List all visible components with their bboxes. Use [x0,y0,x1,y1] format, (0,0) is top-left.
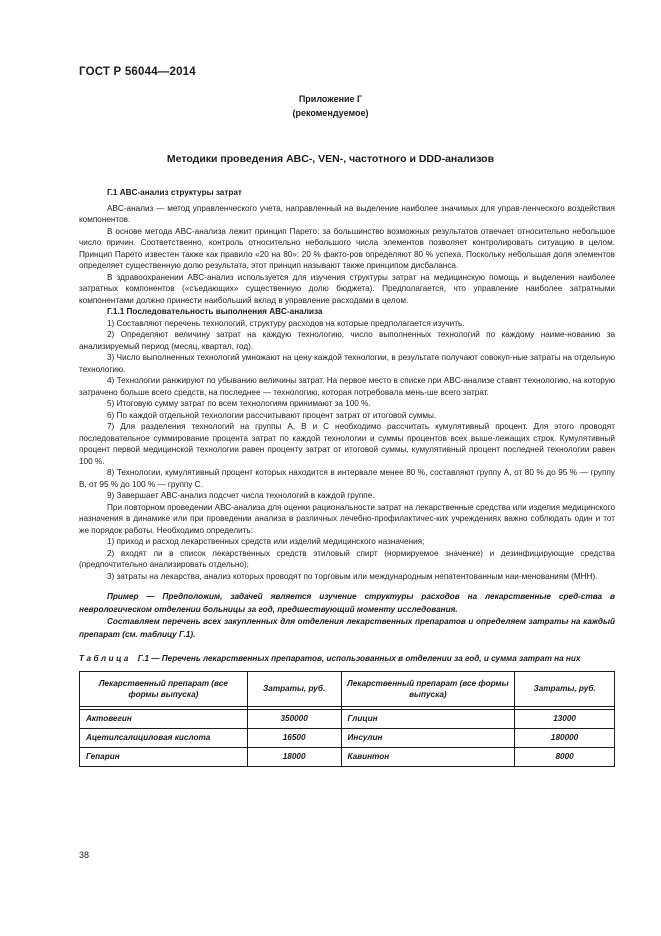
table-row [80,728,615,747]
step-item: 4) Технологии ранжируют по убыванию величины затрат. На первое место в списке при ABC-анализе ставят технологию, на которую затрачено больше всего средств, на последнее — технологию, которая потребовала мень-ше всего затрат. [79,376,615,397]
step-item: 6) По каждой отдельной технологии рассчитывают процент затрат от итоговой суммы. [107,410,437,420]
cost-cell: 180000 [515,728,615,747]
step-item: 3) Число выполненных технологий умножают на цену каждой технологии, в результате получают совокуп-ные затраты на отдельную технологию. [79,353,615,374]
cost-cell: 16500 [247,728,341,747]
step-item: 7) Для разделения технологий на группы А, В и С необходимо рассчитать кумулятивный процент. Для этого проводят последовательное суммирование процента затрат по каждой технологии и суммы процентов всех выше-лежащих строк. Кумулятивный процент первой медицинской технологии равен проценту затрат от итоговой суммы, кумулятивный процент последней технологии равен 100 %. [79,422,615,466]
drug-cell: Ацетилсалициловая кислота [80,728,248,747]
example-text: Составляем перечень всех закупленных для отделения лекарственных препаратов и определяем затраты на каждый препарат (см. таблицу Г.1). [79,617,615,639]
table-row [80,709,615,728]
paragraph: В здравоохранении ABC-анализ используется для изучения структуры затрат на медицинскую помощь и выделения наиболее затратных компонентов («съедающих» существенную долю бюджета). Предполагается, что управление наиболее затратными компонентами должно принести наибольший вклад в управление расходами в целом. [79,272,615,305]
drug-cell: Гепарин [80,747,248,766]
step-item: 5) Итоговую сумму затрат по всем технологиям принимают за 100 %. [107,399,371,408]
table-row [80,747,615,766]
cost-cell: 18000 [247,747,341,766]
subsection-title: Г.1.1 Последовательность выполнения ABC-анализа [107,307,323,316]
paragraph: При повторном проведении АВС-анализа для оценки рациональности затрат на лекарственные средства или изделия медицинского назначения в динамике или при проведении анализа в различных лечебно-профилактичес-ких учреждениях важно соблюдать один и тот же порядок работы. Необходимо определить: [79,502,616,535]
body-content [79,187,615,767]
cost-cell: 13000 [515,709,615,728]
standard-header: ГОСТ Р 56044—2014 [79,66,196,78]
step-item: 1) Составляют перечень технологий, структуру расходов на которые предполагается изучить. [107,318,465,328]
cost-cell: 8000 [515,747,615,766]
cost-cell: 350000 [247,709,341,728]
header-drug: Лекарственный препарат (все формы выпуска) [341,671,515,706]
header-cost: Затраты, руб. [515,671,615,706]
paragraph: ABC-анализ — метод управленческого учета, направленный на выделение наиболее значимых для управ-ленческого воздействия компонентов. [79,203,615,224]
header-drug: Лекарственный препарат (все формы выпуска) [80,671,248,706]
step-item: 8) Технологии, кумулятивный процент которых находится в интервале менее 80 %, составляют группу А, от 80 % до 95 % — группу В, от 95 % до 100 % — группу С. [79,468,615,489]
table-caption-label: Таблица [79,654,131,663]
table-header-row [80,671,615,706]
table-caption [79,653,615,665]
drugs-table [79,671,615,767]
example-text: Пример — Предположим, задачей является изучение структуры расходов на лекарственные сред-ства в неврологическом отделении больницы за год, предшествующий моменту исследования. [79,592,615,614]
appendix-status: (рекомендуемое) [292,108,369,118]
paragraph: В основе метода ABC-анализа лежит принцип Парето: за большинство возможных результатов отвечает относительно небольшое число причин. Соответственно, контроль относительно небольшого числа элементов позволяет контролировать ситуацию в целом. Принцип Парето известен также как правило «20 на 80»: 20 % факто-ров определяют 80 % успеха. Поскольку небольшая доля элементов определяет существенную долю результата, этот принцип называют также принципом дисбаланса. [79,226,615,270]
list-item: 1) приход и расход лекарственных средств или изделий медицинского назначения; [107,537,425,546]
main-title: Методики проведения ABC-, VEN-, частотного и DDD-анализов [166,153,495,165]
list-item: 3) затраты на лекарства, анализ которых проводят по торговым или международным непатентованным наи-менованиям (МНН). [107,571,598,581]
drug-cell: Актовегин [80,709,248,728]
page-number: 38 [79,850,90,860]
step-item: 9) Завершает АВС-анализ подсчет числа технологий в каждой группе. [107,491,375,500]
drug-cell: Глицин [341,709,515,728]
section-title: Г.1 ABC-анализ структуры затрат [107,188,242,197]
table-caption-text: Г.1 — Перечень лекарственных препаратов, использованных в отделении за год, и сумма затрат на них [137,654,581,663]
list-item: 2) входят ли в список лекарственных средств этиловый спирт (нормируемое значение) и дезинфицирующие средства (предпочтительно анализировать отдельно); [79,548,615,569]
header-cost: Затраты, руб. [247,671,341,706]
drug-cell: Инсулин [341,728,515,747]
step-item: 2) Определяют величину затрат на каждую технологию, число выполненных технологий по каждому наиме-нованию за анализируемый период (месяц, квартал, год). [79,330,615,351]
drug-cell: Кавинтон [341,747,515,766]
appendix-title: Приложение Г [298,94,363,104]
